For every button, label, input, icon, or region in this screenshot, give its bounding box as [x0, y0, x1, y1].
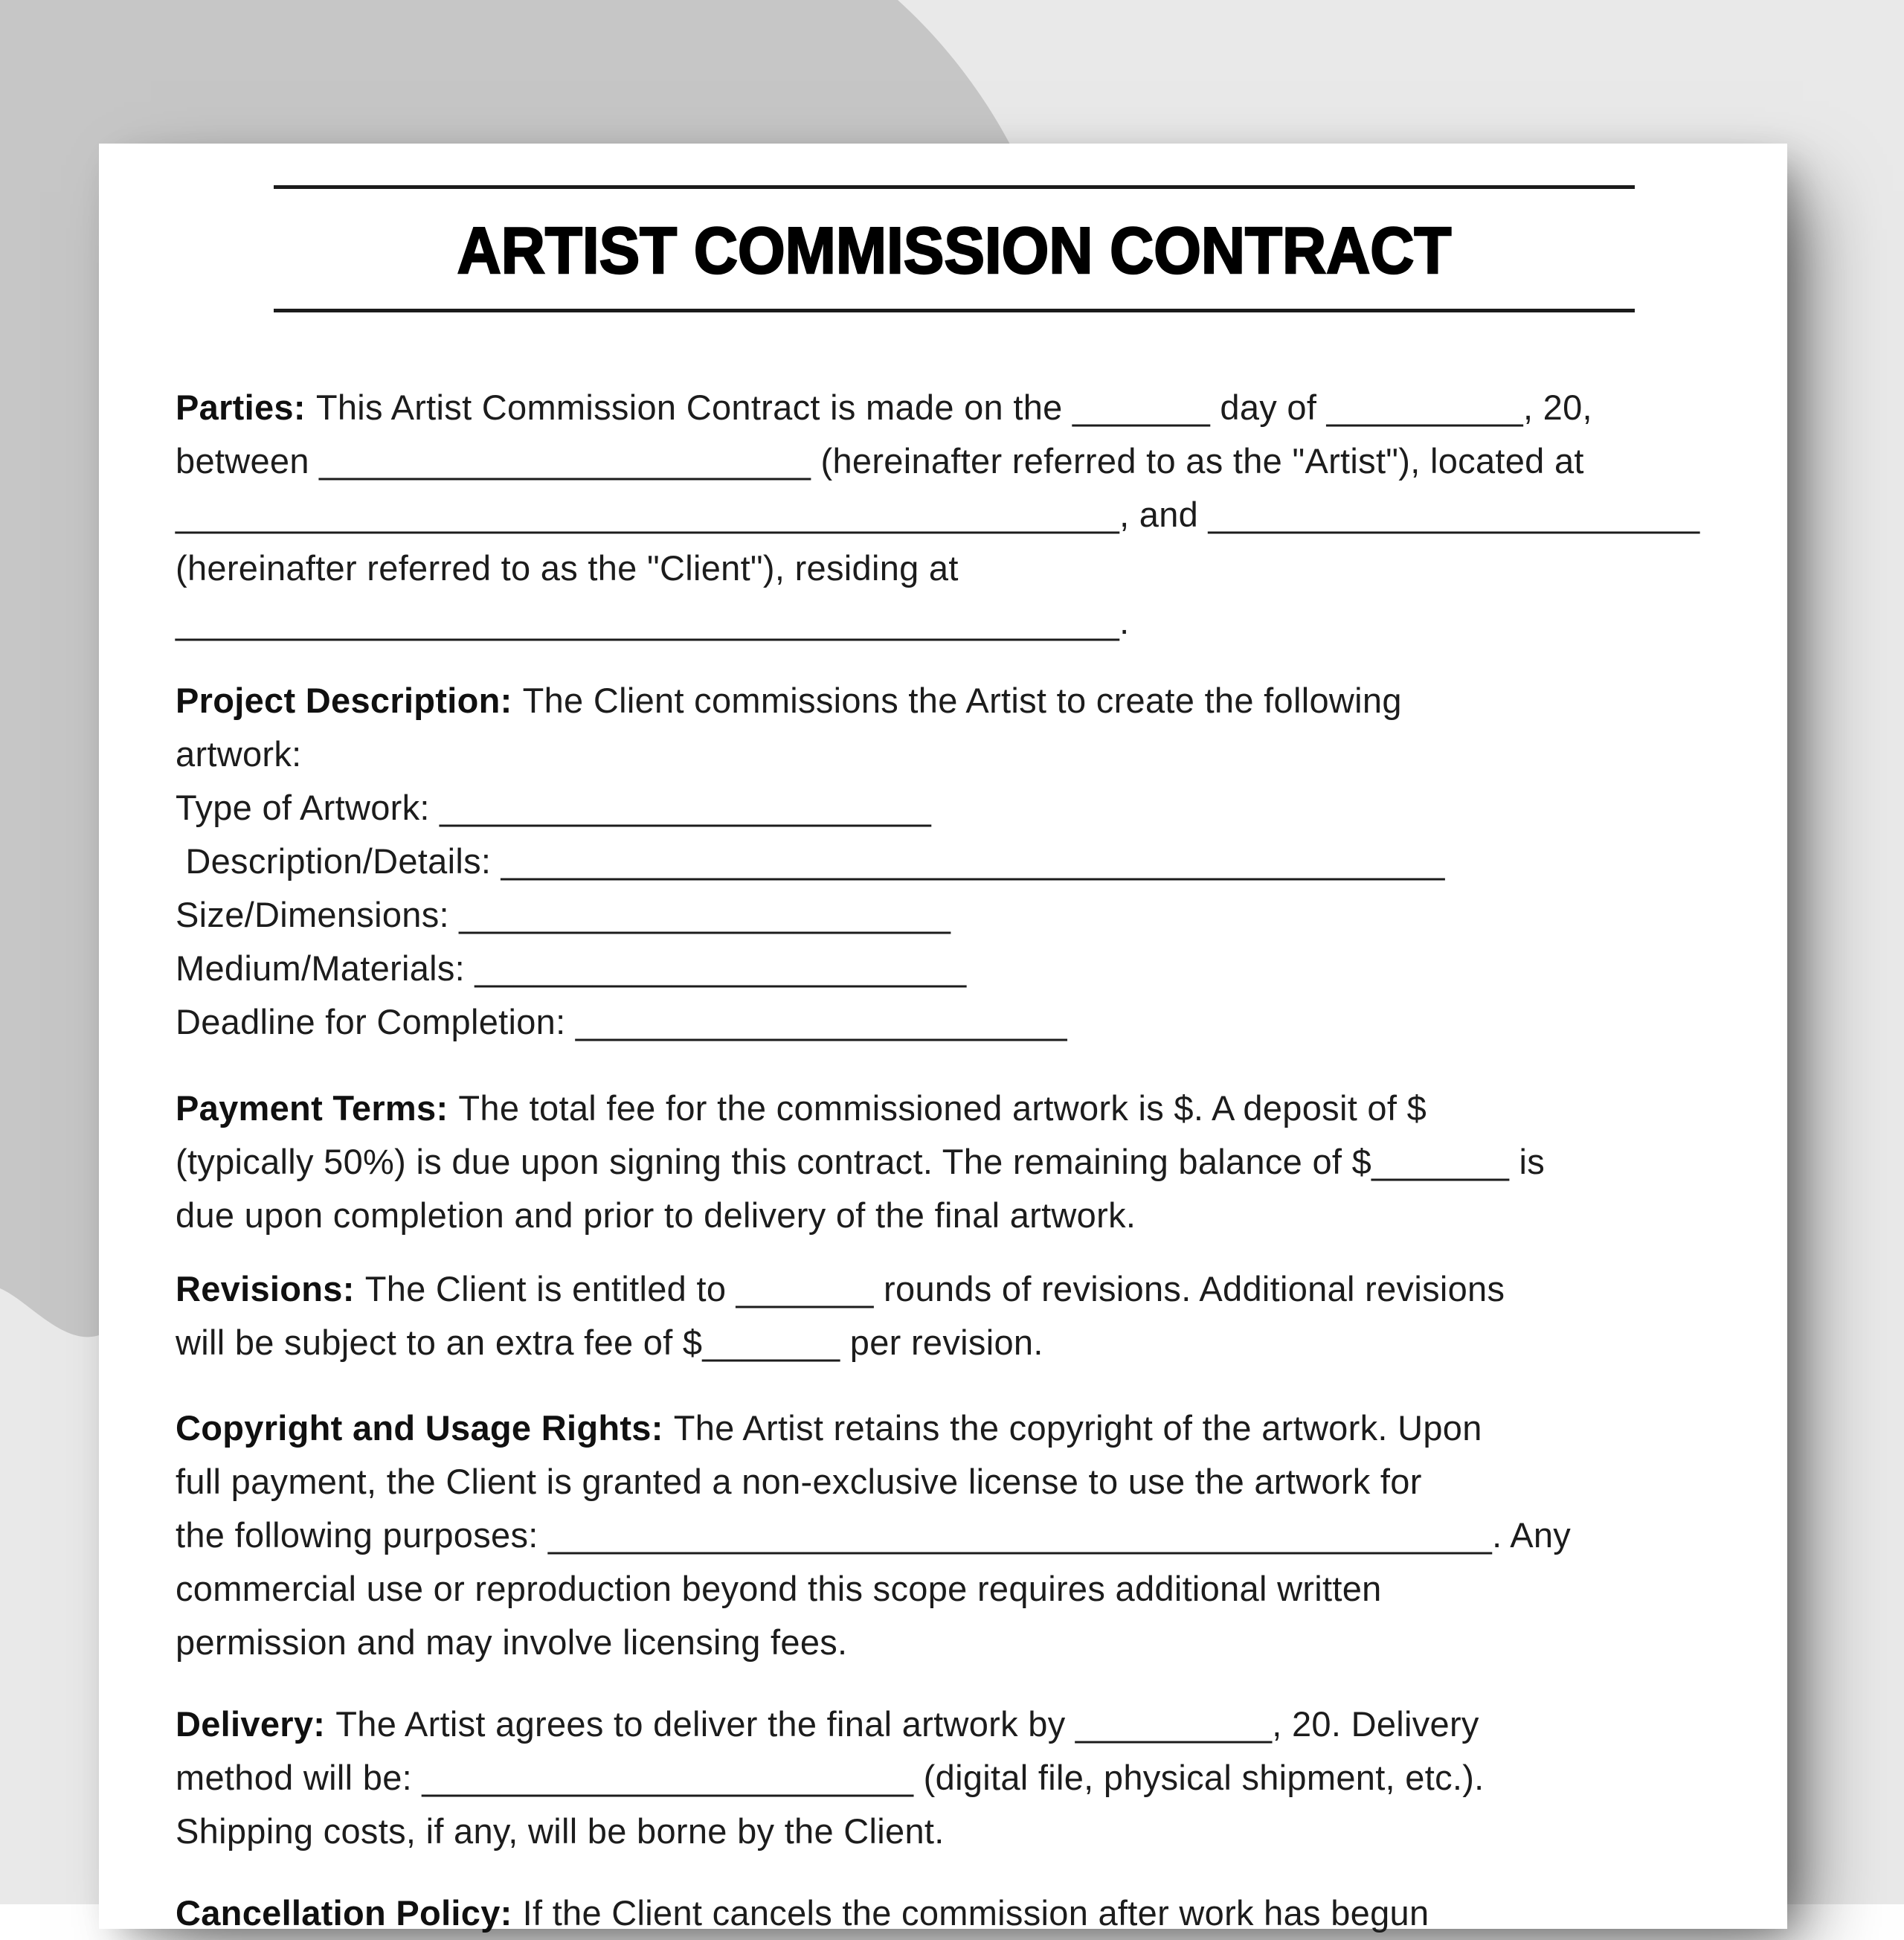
text-line: Deadline for Completion: _________________________ — [176, 1002, 1067, 1041]
text-line: full payment, the Client is granted a non-exclusive license to use the artwork for — [176, 1462, 1422, 1501]
text-line — [176, 1401, 1767, 1455]
text-run: The Artist agrees to deliver the final artwork by __________, 20. Delivery — [335, 1704, 1479, 1744]
text-line — [176, 1886, 1767, 1940]
title-rule-bottom — [274, 309, 1635, 312]
section-heading: Revisions: — [176, 1269, 355, 1308]
section-heading: Payment Terms: — [176, 1088, 448, 1128]
text-line — [176, 381, 1767, 434]
section-parties — [176, 381, 1767, 649]
text-run: The Client commissions the Artist to create the following — [522, 681, 1402, 720]
text-run: This Artist Commission Contract is made on the _______ day of __________, 20, — [315, 388, 1592, 427]
text-line: Shipping costs, if any, will be borne by the Client. — [176, 1811, 945, 1851]
text-line: commercial use or reproduction beyond this scope requires additional written — [176, 1569, 1382, 1608]
section-heading: Parties: — [176, 388, 306, 427]
text-run: The total fee for the commissioned artwork is $. A deposit of $ — [458, 1088, 1427, 1128]
text-line: permission and may involve licensing fees. — [176, 1622, 848, 1662]
text-line: due upon completion and prior to delivery of the final artwork. — [176, 1195, 1136, 1235]
section-copyright-usage-rights — [176, 1401, 1767, 1669]
text-run: If the Client cancels the commission after work has begun — [522, 1893, 1429, 1933]
text-run: The Client is entitled to _______ rounds of revisions. Additional revisions — [364, 1269, 1505, 1308]
text-line: Medium/Materials: _________________________ — [176, 948, 967, 988]
text-line — [176, 1262, 1767, 1316]
text-line — [176, 1698, 1767, 1751]
section-project-description — [176, 674, 1767, 1049]
text-line: ________________________________________________, and _________________________ — [176, 495, 1700, 534]
contract-page — [99, 144, 1787, 1933]
text-line: Size/Dimensions: _________________________ — [176, 895, 951, 934]
text-line: (hereinafter referred to as the "Client"), residing at — [176, 548, 959, 588]
section-heading: Cancellation Policy: — [176, 1893, 512, 1933]
section-heading: Project Description: — [176, 681, 512, 720]
section-payment-terms — [176, 1082, 1767, 1242]
section-heading: Copyright and Usage Rights: — [176, 1408, 663, 1448]
text-line: ________________________________________________. — [176, 602, 1130, 641]
text-line: Type of Artwork: _________________________ — [176, 788, 932, 827]
text-line: the following purposes: ________________________________________________. Any — [176, 1515, 1572, 1555]
text-line: (typically 50%) is due upon signing this contract. The remaining balance of $_______ is — [176, 1142, 1546, 1181]
text-line: method will be: _________________________ (digital file, physical shipment, etc.). — [176, 1758, 1485, 1797]
section-cancellation-policy — [176, 1886, 1767, 1940]
title-rule-top — [274, 185, 1635, 189]
section-revisions — [176, 1262, 1767, 1369]
text-line: Description/Details: ________________________________________________ — [176, 841, 1445, 881]
document-title: ARTIST COMMISSION CONTRACT — [457, 213, 1452, 287]
text-line — [176, 1082, 1767, 1135]
text-line: artwork: — [176, 734, 302, 774]
text-line: will be subject to an extra fee of $_______ per revision. — [176, 1323, 1043, 1362]
text-line — [176, 674, 1767, 728]
text-line: between _________________________ (hereinafter referred to as the "Artist"), located at — [176, 441, 1584, 481]
section-heading: Delivery: — [176, 1704, 326, 1744]
text-run: The Artist retains the copyright of the artwork. Upon — [673, 1408, 1482, 1448]
section-delivery — [176, 1698, 1767, 1858]
